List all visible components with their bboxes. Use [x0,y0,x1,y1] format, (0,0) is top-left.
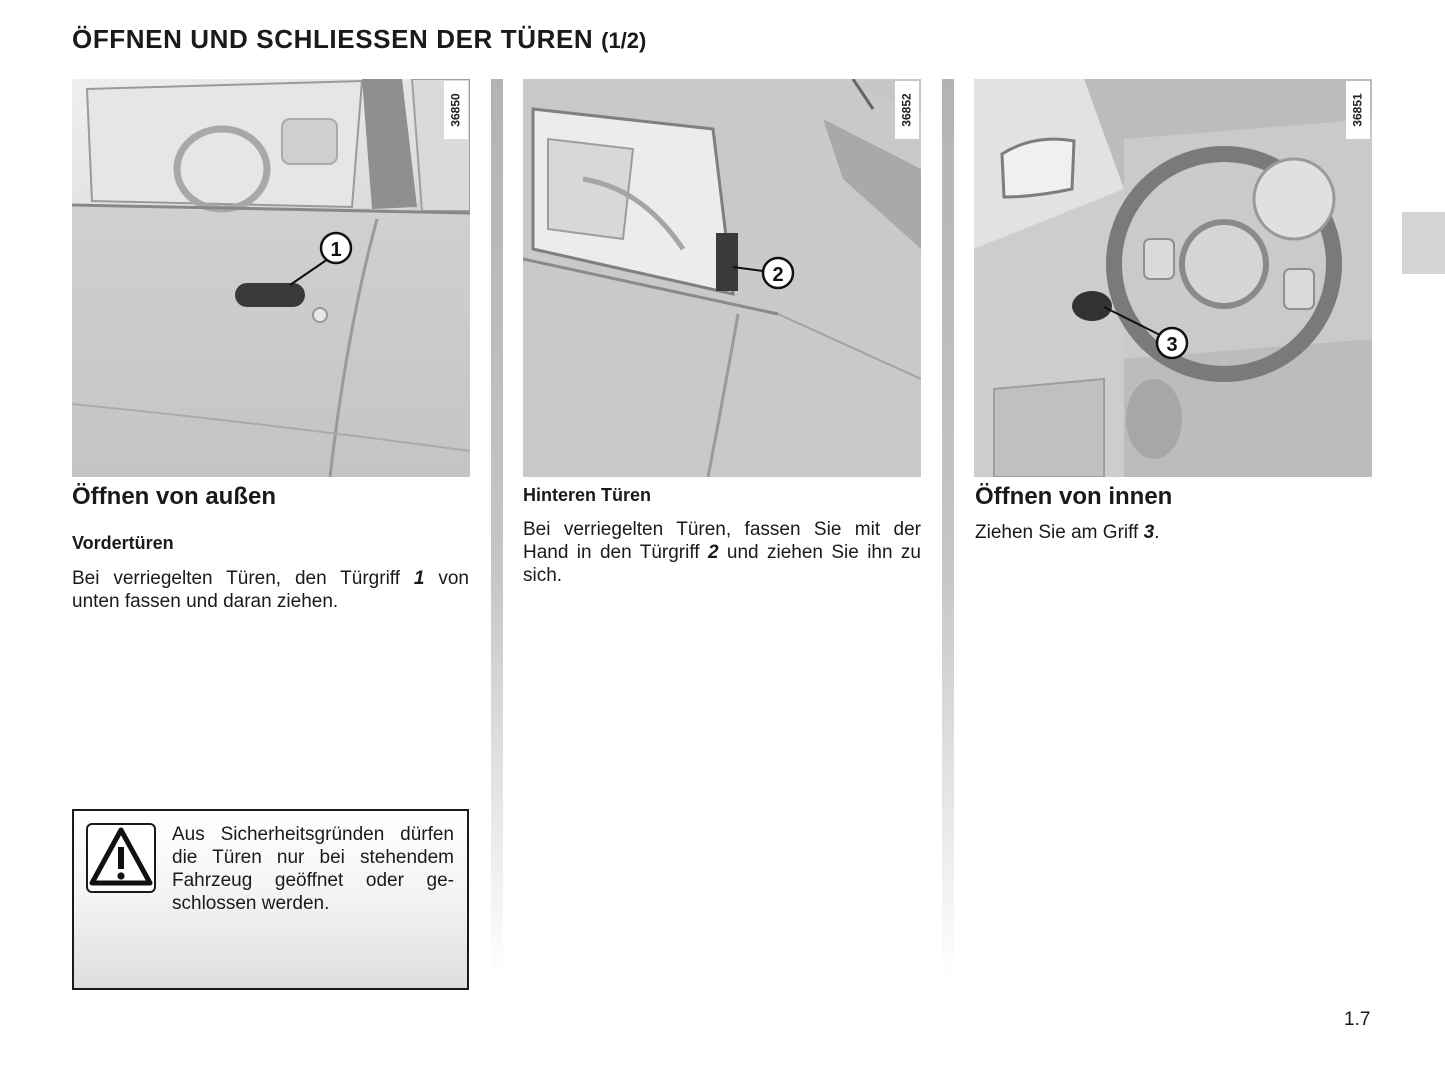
page-title [72,24,646,55]
section-heading-outside: Öffnen von außen [72,483,276,510]
page-number: 1.7 [1344,1009,1371,1030]
handle-reference: 2 [707,542,719,563]
warning-triangle-icon [86,823,156,893]
front-door-illustration [72,79,470,477]
handle-reference: 1 [413,568,425,589]
chapter-tab [1402,212,1445,274]
handle-reference: 3 [1143,522,1155,543]
callout-3: 3 [1166,334,1178,356]
interior-door-illustration [974,79,1372,477]
page-title-part: (1/2) [601,28,647,53]
front-doors-text: Bei verriegelten Türen, den Türgriff 1 von unten fassen und daran ziehen. [72,568,469,612]
column-divider [942,79,954,979]
inside-text: Ziehen Sie am Griff 3. [975,522,1160,543]
subheading-front-doors: Vordertüren [72,533,174,553]
callout-2: 2 [772,264,784,286]
safety-warning-box [72,809,469,990]
rear-doors-text: Bei verriegelten Türen, fassen Sie mit der Hand in den Türgriff 2 und ziehen Sie ihn zu sich. [523,519,922,586]
callout-1: 1 [330,239,342,261]
subheading-rear-doors: Hinteren Türen [523,485,652,505]
figure-number: 36851 [1346,81,1370,139]
figure-number: 36850 [444,81,468,139]
column-divider [491,79,503,979]
section-heading-inside: Öffnen von innen [975,483,1173,510]
warning-text: Aus Sicherheitsgründen dürfen die Türen nur bei stehendem Fahrzeug geöffnet oder ge-schlossen werden. [172,824,454,914]
page-title-text: ÖFFNEN UND SCHLIESSEN DER TÜREN [72,24,594,54]
figure-number: 36852 [895,81,919,139]
rear-door-illustration [523,79,921,477]
